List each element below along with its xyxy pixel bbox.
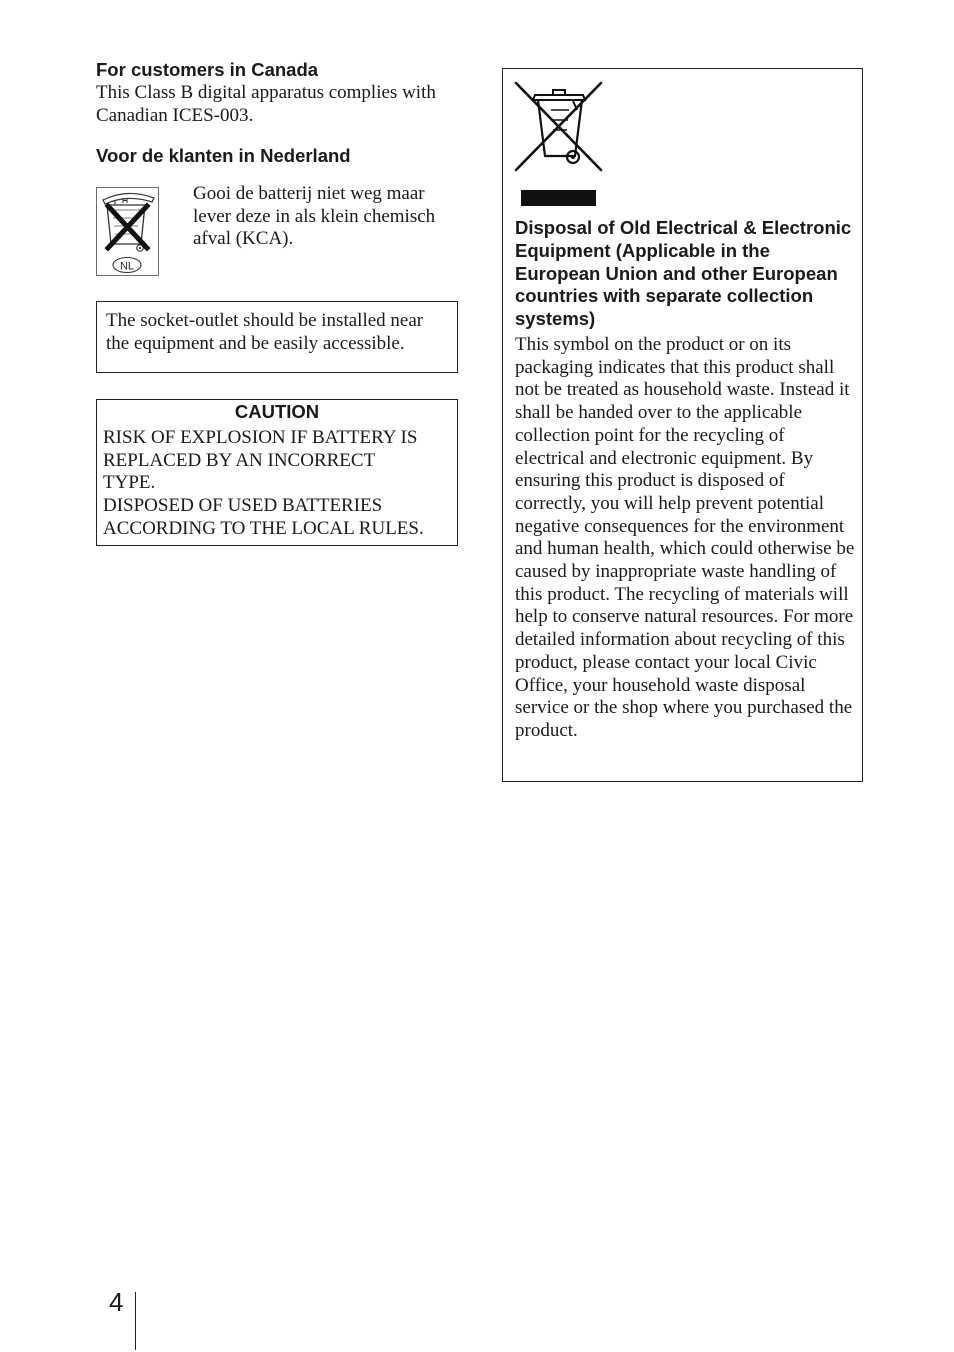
- weee-body-text: This symbol on the product or on its packaging indicates that this product shall not be treated as household waste. Instead it shall be handed over to the applicable collection point for the recycling of electrical and electronic equipment. By ensuring this product is disposed of correctly, you will help prevent potential negative consequences for the environment and human health, which could otherwise be caused by inappropriate waste handling of this product. The recycling of materials will help to conserve natural resources. For more detailed information about recycling of this product, please contact your local Civic Office, your household waste disposal service or the shop where you purchased the product.: [515, 334, 855, 741]
- canada-heading: For customers in Canada: [96, 59, 319, 80]
- page-number: 4: [109, 1287, 124, 1317]
- weee-solid-bar: [521, 190, 596, 206]
- page-number-rule: [135, 1292, 136, 1350]
- canada-compliance-text: This Class B digital apparatus complies with Canadian ICES-003.: [96, 82, 436, 126]
- netherlands-heading: Voor de klanten in Nederland: [96, 145, 351, 166]
- crossed-out-battery-bin-icon: [97, 188, 158, 275]
- caution-text: [103, 427, 455, 541]
- crossed-out-wheeled-bin-icon: [513, 80, 605, 174]
- caution-title: CAUTION: [234, 401, 320, 422]
- caution-line: REPLACED BY AN INCORRECT: [103, 449, 376, 471]
- socket-notice-text: The socket-outlet should be installed near the equipment and be easily accessible.: [106, 310, 424, 354]
- caution-line: RISK OF EXPLOSION IF BATTERY IS: [103, 427, 418, 448]
- caution-line: ACCORDING TO THE LOCAL RULES.: [103, 517, 424, 539]
- netherlands-battery-text: Gooi de batterij niet weg maar lever deze in als klein chemisch afval (KCA).: [193, 183, 436, 250]
- caution-line: TYPE.: [103, 472, 156, 494]
- caution-line: DISPOSED OF USED BATTERIES: [103, 495, 383, 517]
- nl-icon-label: NL: [119, 260, 135, 273]
- weee-heading: Disposal of Old Electrical & Electronic Equipment (Applicable in the European Union and other European countries with separate collection systems): [515, 217, 852, 330]
- battery-disposal-icon-box: [96, 187, 159, 276]
